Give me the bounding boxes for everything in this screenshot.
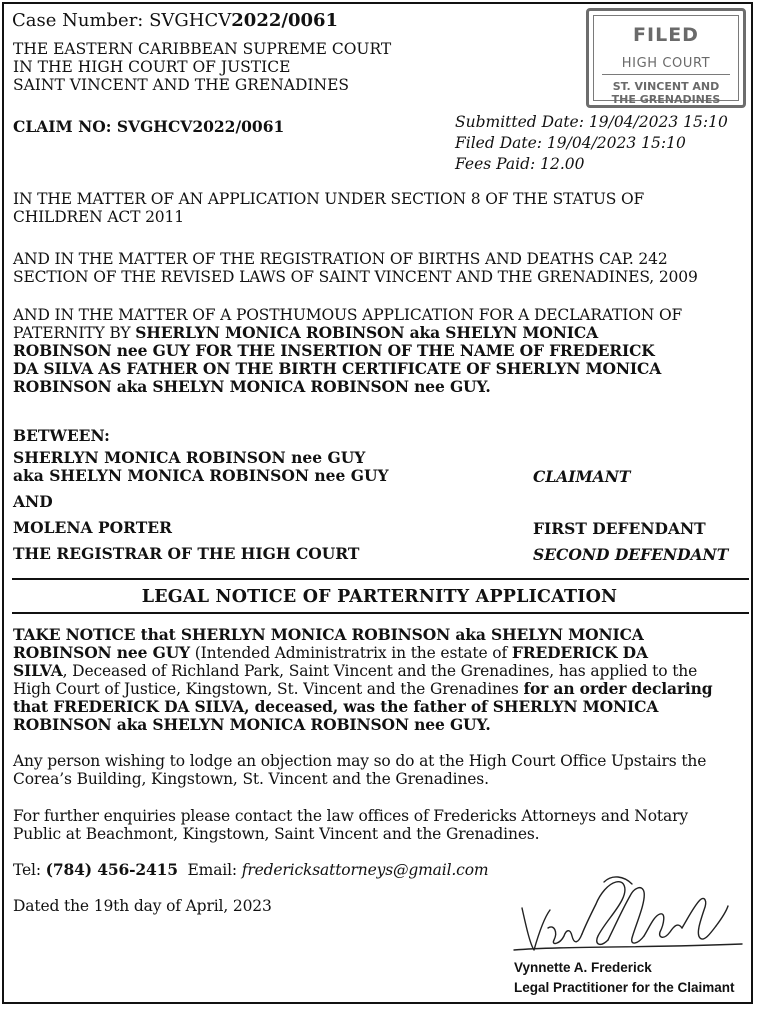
matter-line: DA SILVA AS FATHER ON THE BIRTH CERTIFICATE OF SHERLYN MONICA <box>13 359 662 378</box>
matter-line <box>13 324 748 342</box>
email-address: fredericksattorneys@gmail.com <box>241 861 489 879</box>
matter-line: ROBINSON aka SHELYN MONICA ROBINSON nee GUY. <box>13 377 491 396</box>
stamp-divider <box>602 74 730 75</box>
notice-text: (Intended Administratrix in the estate of <box>189 644 512 662</box>
claimant-name <box>13 449 389 485</box>
notice-title: LEGAL NOTICE OF PARTERNITY APPLICATION <box>141 587 618 607</box>
second-defendant-name: THE REGISTRAR OF THE HIGH COURT <box>13 544 360 563</box>
court-line: IN THE HIGH COURT OF JUSTICE <box>13 58 291 76</box>
case-number-label: Case Number: SVGHCV <box>12 10 232 31</box>
notice-line: ROBINSON aka SHELYN MONICA ROBINSON nee GUY. <box>13 715 491 734</box>
first-defendant-name: MOLENA PORTER <box>13 518 172 537</box>
matter-line: CHILDREN ACT 2011 <box>13 208 184 226</box>
claimant-name-line: aka SHELYN MONICA ROBINSON nee GUY <box>13 466 389 485</box>
between-label: BETWEEN: <box>13 426 110 445</box>
case-number <box>12 10 338 31</box>
enquiries-line: For further enquiries please contact the law offices of Fredericks Attorneys and Notary <box>13 807 688 825</box>
court-line: THE EASTERN CARIBBEAN SUPREME COURT <box>13 40 392 58</box>
stamp-location-line: THE GRENADINES <box>611 93 721 106</box>
take-notice-paragraph <box>13 626 748 734</box>
notice-line <box>13 662 748 680</box>
legal-notice-document <box>2 2 753 1004</box>
matter-status-of-children <box>13 190 748 226</box>
fees-paid: Fees Paid: 12.00 <box>455 155 585 173</box>
objection-line: Any person wishing to lodge an objection may so do at the High Court Office Upstairs the <box>13 752 707 770</box>
email-label: Email: <box>177 861 242 879</box>
court-heading <box>13 40 391 94</box>
matter-text: PATERNITY BY <box>13 324 136 342</box>
handwritten-signature <box>504 866 749 966</box>
claimant-role: CLAIMANT <box>533 467 631 486</box>
matter-registration-births <box>13 250 748 286</box>
court-line: SAINT VINCENT AND THE GRENADINES <box>13 76 350 94</box>
claim-number: CLAIM NO: SVGHCV2022/0061 <box>13 117 285 136</box>
dated-line: Dated the 19th day of April, 2023 <box>13 897 272 915</box>
enquiries-paragraph <box>13 807 748 843</box>
submitted-date: Submitted Date: 19/04/2023 15:10 <box>455 113 728 131</box>
notice-line: TAKE NOTICE that SHERLYN MONICA ROBINSON aka SHELYN MONICA <box>13 625 644 644</box>
divider-top <box>12 578 749 580</box>
notice-text: High Court of Justice, Kingstown, St. Vincent and the Grenadines <box>13 680 524 698</box>
filing-dates <box>455 112 728 175</box>
signatory-role: Legal Practitioner for the Claimant <box>514 980 735 995</box>
notice-text-bold: for an order declaring <box>523 679 713 698</box>
tel-number: (784) 456-2415 <box>45 860 178 879</box>
notice-text-bold: ROBINSON nee GUY <box>13 643 190 662</box>
objection-paragraph <box>13 752 748 788</box>
stamp-location-line: ST. VINCENT AND <box>612 80 720 93</box>
case-number-value: 2022/0061 <box>231 10 339 31</box>
and-label: AND <box>13 492 53 511</box>
matter-line: AND IN THE MATTER OF A POSTHUMOUS APPLICATION FOR A DECLARATION OF <box>13 306 683 324</box>
notice-line <box>13 680 748 698</box>
stamp-location <box>594 80 738 106</box>
stamp-high-court-text: HIGH COURT <box>621 56 711 71</box>
filed-date: Filed Date: 19/04/2023 15:10 <box>455 134 686 152</box>
first-defendant-role: FIRST DEFENDANT <box>533 519 706 538</box>
notice-text-bold: FREDERICK DA <box>511 643 648 662</box>
enquiries-line: Public at Beachmont, Kingstown, Saint Vincent and the Grenadines. <box>13 825 540 843</box>
notice-text: , Deceased of Richland Park, Saint Vincent and the Grenadines, has applied to the <box>62 662 698 680</box>
notice-line <box>13 644 748 662</box>
matter-line: AND IN THE MATTER OF THE REGISTRATION OF BIRTHS AND DEATHS CAP. 242 <box>13 250 668 268</box>
claimant-name-line: SHERLYN MONICA ROBINSON nee GUY <box>13 448 366 467</box>
divider-bottom <box>12 612 749 614</box>
matter-posthumous-application <box>13 306 748 396</box>
notice-line: that FREDERICK DA SILVA, deceased, was the father of SHERLYN MONICA <box>13 697 659 716</box>
matter-line: IN THE MATTER OF AN APPLICATION UNDER SECTION 8 OF THE STATUS OF <box>13 190 645 208</box>
matter-line: SECTION OF THE REVISED LAWS OF SAINT VINCENT AND THE GRENADINES, 2009 <box>13 268 698 286</box>
filed-stamp <box>586 8 746 108</box>
signatory-name: Vynnette A. Frederick <box>514 960 652 975</box>
stamp-filed-text: FILED <box>633 24 699 46</box>
objection-line: Corea’s Building, Kingstown, St. Vincent and the Grenadines. <box>13 770 489 788</box>
second-defendant-role: SECOND DEFENDANT <box>533 545 729 564</box>
matter-text-bold: SHERLYN MONICA ROBINSON aka SHELYN MONICA <box>135 323 598 342</box>
matter-line: ROBINSON nee GUY FOR THE INSERTION OF THE NAME OF FREDERICK <box>13 341 655 360</box>
stamp-inner-border <box>593 15 739 106</box>
notice-text-bold: SILVA <box>13 661 63 680</box>
tel-label: Tel: <box>13 861 46 879</box>
